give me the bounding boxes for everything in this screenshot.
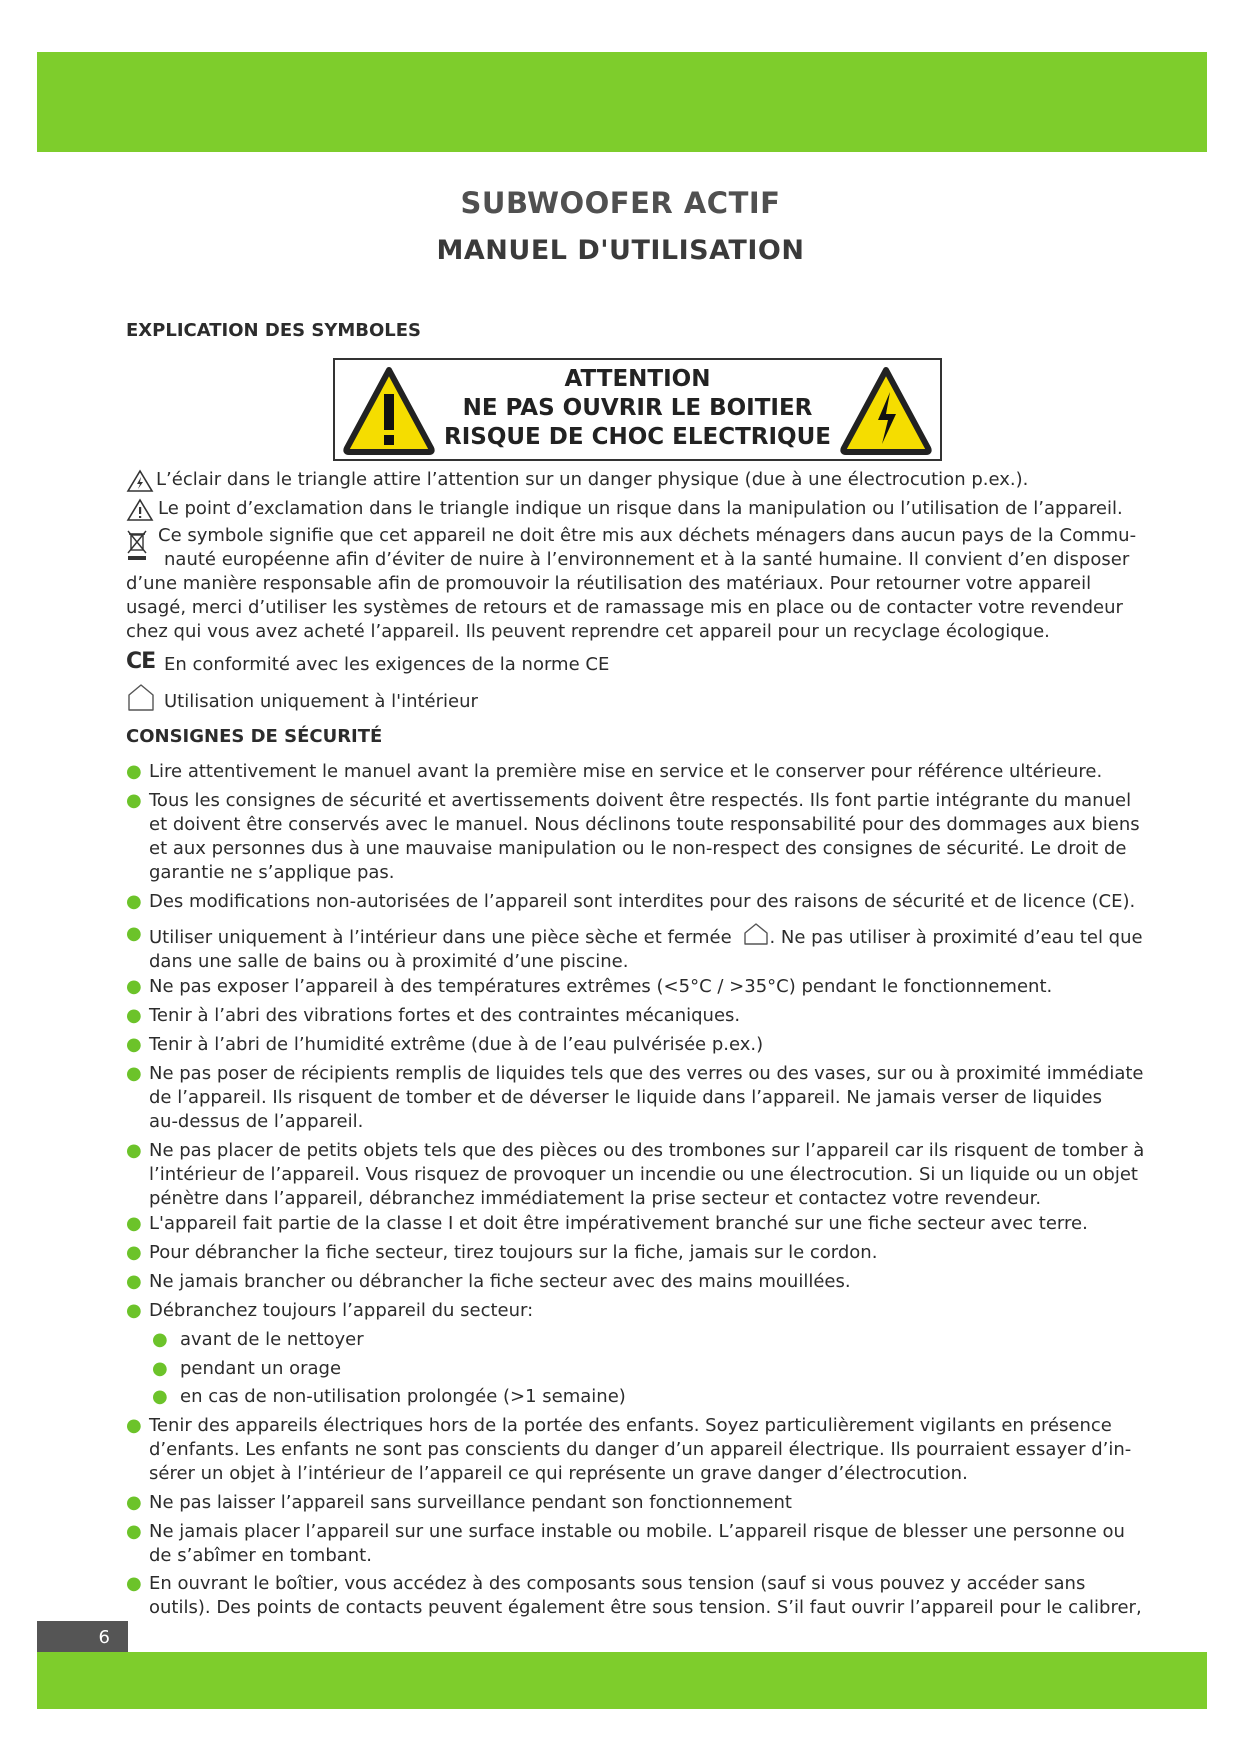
list-item-text: Ne pas poser de récipients remplis de liquides tels que des verres ou des vases, sur ou à proximité immédiate [149,1063,1144,1084]
bullet-icon: ● [126,1521,142,1542]
bullet-icon: ● [126,1005,142,1026]
exclamation-triangle-icon [126,498,154,522]
list-item-text: et doivent être conservés avec le manuel. Nous déclinons toute responsabilité pour des dommages aux biens [149,814,1140,835]
list-item-text: Ne pas exposer l’appareil à des températures extrêmes (<5°C / >35°C) pendant le fonctionnement. [149,976,1053,997]
lightning-warning-icon [838,364,934,456]
list-item-text: de l’appareil. Ils risquent de tomber et de déverser le liquide dans l’appareil. Ne jamais verser de liquides [149,1087,1102,1108]
list-item-text: dans une salle de bains ou à proximité d’une piscine. [149,951,629,972]
header-band [37,52,1207,152]
bullet-icon: ● [126,761,142,782]
list-item-text: Tous les consignes de sécurité et avertissements doivent être respectés. Ils font partie intégrante du manuel [149,790,1132,811]
bullet-icon: ● [126,1213,142,1234]
bullet-icon: ● [126,1415,142,1436]
bullet-icon: ● [126,1034,142,1055]
warning-box [333,358,942,461]
list-item-text: Ne pas laisser l’appareil sans surveillance pendant son fonctionnement [149,1492,792,1513]
bullet-icon: ● [126,1271,142,1292]
bullet-icon: ● [126,1492,142,1513]
list-item-text: Ne jamais brancher ou débrancher la fiche secteur avec des mains mouillées. [149,1271,851,1292]
footer-band [37,1652,1207,1709]
list-item-text: Ne pas placer de petits objets tels que des pièces ou des trombones sur l’appareil car ils risquent de tomber à [149,1140,1145,1161]
list-item-text: Débranchez toujours l’appareil du secteur: [149,1300,534,1321]
ce-text: En conformité avec les exigences de la norme CE [164,654,610,675]
warning-line: NE PAS OUVRIR LE BOITIER [462,395,813,421]
bullet-icon: ● [126,790,142,811]
list-item-text: garantie ne s’applique pas. [149,862,395,883]
list-item-text: Des modifications non-autorisées de l’appareil sont interdites pour des raisons de sécurité et de licence (CE). [149,891,1136,912]
weee-line: Ce symbole signifie que cet appareil ne doit être mis aux déchets ménagers dans aucun pays de la Commu- [158,525,1137,546]
weee-line: nauté européenne afin d’éviter de nuire à l’environnement et à la santé humaine. Il convient d’en disposer [164,549,1130,570]
sub-list-item-text: en cas de non-utilisation prolongée (>1 semaine) [180,1386,626,1407]
exclamation-text: Le point d’exclamation dans le triangle indique un risque dans la manipulation ou l’utilisation de l’appareil. [158,498,1123,519]
bullet-icon: ● [152,1358,168,1379]
list-item-text: Tenir à l’abri de l’humidité extrême (due à de l’eau pulvérisée p.ex.) [149,1034,764,1055]
weee-line: usagé, merci d’utiliser les systèmes de retours et de ramassage mis en place ou de contacter votre revendeur [126,597,1123,618]
list-item-text: l’intérieur de l’appareil. Vous risquez de provoquer un incendie ou une électrocution. Si un liquide ou un objet [149,1164,1138,1185]
page-number: 6 [37,1621,128,1652]
list-item-text: outils). Des points de contacts peuvent également être sous tension. S’il faut ouvrir l’appareil pour le calibrer, [149,1597,1142,1618]
bullet-icon: ● [126,1573,142,1594]
list-item-text: . Ne pas utiliser à proximité d’eau tel que [769,927,1143,948]
weee-line: chez qui vous avez acheté l’appareil. Ils peuvent reprendre cet appareil pour un recyclage écologique. [126,621,1050,642]
bullet-icon: ● [126,923,142,944]
bullet-icon: ● [126,976,142,997]
warning-line: RISQUE DE CHOC ELECTRIQUE [443,424,831,450]
lightning-triangle-icon [126,469,154,493]
list-item-text: En ouvrant le boîtier, vous accédez à des composants sous tension (sauf si vous pouvez y accéder sans [149,1573,1086,1594]
sub-list-item-text: avant de le nettoyer [180,1329,364,1350]
bullet-icon: ● [126,1242,142,1263]
warning-text [410,365,865,452]
bullet-icon: ● [152,1329,168,1350]
list-item-text: Pour débrancher la fiche secteur, tirez toujours sur la fiche, jamais sur le cordon. [149,1242,878,1263]
list-item-text: Ne jamais placer l’appareil sur une surface instable ou mobile. L’appareil risque de blesser une personne ou [149,1521,1125,1542]
house-icon [126,682,156,712]
list-item-text: et aux personnes dus à une mauvaise manipulation ou le non-respect des consignes de sécurité. Le droit de [149,838,1127,859]
bullet-icon: ● [152,1386,168,1407]
list-item-text: Tenir des appareils électriques hors de la portée des enfants. Soyez particulièrement vigilants en présence [149,1415,1112,1436]
symbols-heading: EXPLICATION DES SYMBOLES [126,320,422,341]
list-item-text: Utiliser uniquement à l’intérieur dans une pièce sèche et fermée [149,927,732,948]
list-item-text: sérer un objet à l’intérieur de l’appareil ce qui représente un grave danger d’électrocution. [149,1463,968,1484]
lightning-text: L’éclair dans le triangle attire l’attention sur un danger physique (due à une électrocution p.ex.). [156,469,1029,490]
list-item-text: L'appareil fait partie de la classe I et doit être impérativement branché sur une fiche secteur avec terre. [149,1213,1088,1234]
page-subtitle: MANUEL D'UTILISATION [436,235,805,266]
weee-paragraph [126,524,1137,644]
weee-line: d’une manière responsable afin de promouvoir la réutilisation des matériaux. Pour retourner votre appareil [126,573,1092,594]
bullet-icon: ● [126,1140,142,1161]
bullet-icon: ● [126,891,142,912]
bullet-icon: ● [126,1300,142,1321]
safety-heading: CONSIGNES DE SÉCURITÉ [126,726,383,747]
page-title: SUBWOOFER ACTIF [460,186,781,220]
list-item-text: pénètre dans l’appareil, débranchez immédiatement la prise secteur et contactez votre revendeur. [149,1188,1042,1209]
list-item-text: au-dessus de l’appareil. [149,1111,364,1132]
house-icon [743,922,769,946]
indoor-text: Utilisation uniquement à l'intérieur [164,691,478,712]
ce-mark-icon: CE [126,649,156,674]
sub-list-item-text: pendant un orage [180,1358,342,1379]
warning-line: ATTENTION [564,366,711,392]
list-item-text: Tenir à l’abri des vibrations fortes et des contraintes mécaniques. [149,1005,741,1026]
list-item-text: de s’abîmer en tombant. [149,1545,372,1566]
bullet-icon: ● [126,1063,142,1084]
list-item-text: d’enfants. Les enfants ne sont pas conscients du danger d’un appareil électrique. Ils pourraient essayer d’in- [149,1439,1132,1460]
list-item-text: Lire attentivement le manuel avant la première mise en service et le conserver pour référence ultérieure. [149,761,1103,782]
